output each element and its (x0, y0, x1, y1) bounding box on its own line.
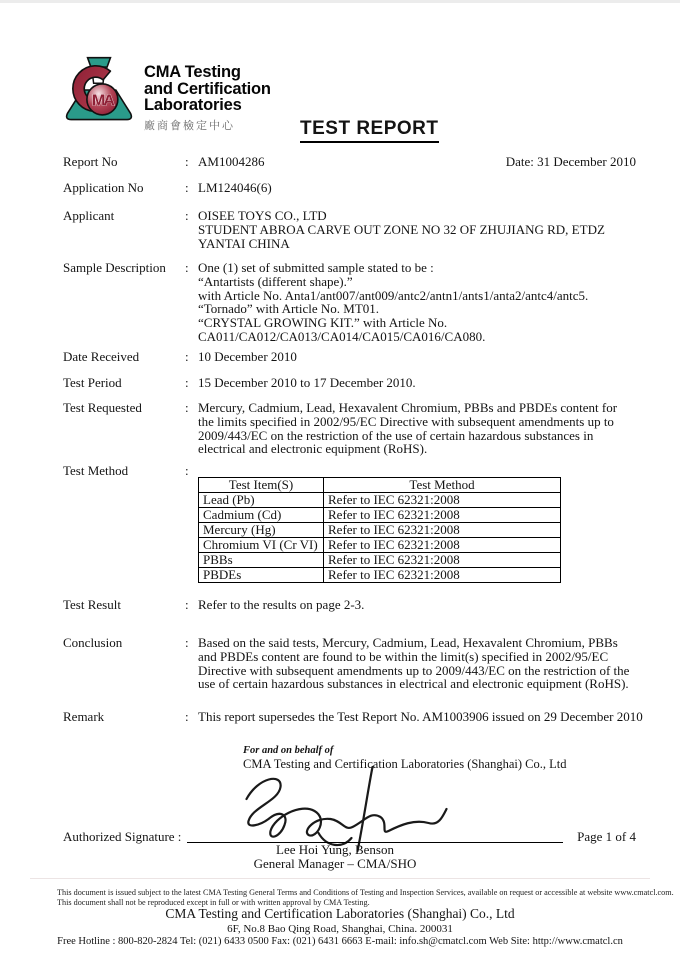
report-no-value: AM1004286 (198, 154, 265, 169)
test-item-cell: PBBs (199, 553, 324, 568)
test-requested-value: Mercury, Cadmium, Lead, Hexavalent Chromium, PBBs and PBDEs content for the limits specified in 2002/95/EC Directive with subsequent amendments up to 2009/443/EC on the restriction of the use of certain hazardous substances in electrical and electronic equipment (RoHS). (198, 400, 618, 457)
test-method-cell: Refer to IEC 62321:2008 (324, 523, 561, 538)
authorized-signature-label: Authorized Signature : (63, 828, 182, 844)
on-behalf-text: For and on behalf of (243, 745, 334, 756)
signer-name: Lee Hoi Yung, Benson (276, 842, 394, 857)
table-row (199, 553, 561, 568)
sample-line-2: “Antartists (different shape).” (198, 273, 353, 289)
table-row (199, 508, 561, 523)
colon: : (185, 400, 189, 415)
test-requested-row (63, 401, 636, 456)
colon: : (185, 260, 189, 275)
sample-line-4: “Tornado” with Article No. MT01. (198, 301, 380, 317)
logo-name-line3: Laboratories (144, 96, 242, 114)
test-item-cell: Lead (Pb) (199, 493, 324, 508)
applicant-address-line2: YANTAI CHINA (198, 235, 290, 251)
footer-disclaimer-2: This document shall not be reproduced except in full or with written approval by CMA Testing. (57, 898, 370, 907)
test-result-row (63, 598, 636, 612)
date-received-value: 10 December 2010 (198, 349, 297, 364)
table-row (199, 538, 561, 553)
test-method-table (198, 477, 561, 583)
applicant-value (198, 209, 636, 250)
remark-value: This report supersedes the Test Report No. AM1003906 issued on 29 December 2010 (198, 709, 643, 724)
test-period-row (63, 376, 636, 390)
footer-contact: Free Hotline : 800-820-2824 Tel: (021) 6433 0500 Fax: (021) 6431 6663 E-mail: info.sh@cmatcl.com Web Site: http://www.cmatcl.cn (57, 936, 623, 947)
colon: : (185, 463, 189, 478)
footer-disclaimer-1: This document is issued subject to the latest CMA Testing General Terms and Conditions of Testing and Inspection Services, available on request or accessible at website www.cmatcl.com. (57, 888, 674, 897)
sample-description-row (63, 261, 636, 344)
test-result-value: Refer to the results on page 2-3. (198, 597, 365, 612)
table-header-test-method: Test Method (324, 478, 561, 493)
remark-row (63, 709, 643, 724)
test-result-label: Test Result (63, 597, 121, 612)
sample-line-1: One (1) set of submitted sample stated to be : (198, 260, 434, 275)
cma-flask-microscope-icon (62, 48, 136, 132)
test-method-cell: Refer to IEC 62321:2008 (324, 508, 561, 523)
conclusion-label: Conclusion (63, 635, 123, 650)
table-row (199, 523, 561, 538)
test-method-row (63, 464, 636, 478)
logo-chinese-name: 廠商會檢定中心 (144, 119, 235, 132)
date-received-label: Date Received (63, 349, 140, 364)
colon: : (185, 180, 189, 195)
footer-divider (30, 878, 650, 879)
table-row (199, 568, 561, 583)
report-no-label: Report No (63, 154, 118, 169)
date-received-row (63, 350, 636, 364)
company-logo (62, 48, 271, 133)
applicant-label: Applicant (63, 208, 115, 223)
applicant-address-line1: STUDENT ABROA CARVE OUT ZONE NO 32 OF ZHUJIANG RD, ETDZ (198, 221, 605, 237)
test-method-label: Test Method (63, 463, 129, 478)
signature-line (187, 829, 563, 843)
table-header-row (199, 478, 561, 493)
logo-name-line2: and Certification (144, 79, 271, 98)
test-requested-label: Test Requested (63, 400, 142, 415)
report-no-row (63, 155, 636, 169)
logo-name-line1: CMA Testing (144, 63, 241, 81)
sample-description-label: Sample Description (63, 260, 166, 275)
sample-line-3: with Article No. Anta1/ant007/ant009/antc2/antn1/ants1/anta2/antc4/antc5. (198, 287, 589, 303)
sample-description-value (198, 261, 636, 344)
test-item-cell: PBDEs (199, 568, 324, 583)
application-no-label: Application No (63, 180, 144, 195)
applicant-row (63, 209, 636, 250)
footer-address: 6F, No.8 Bao Qing Road, Shanghai, China. 200031 (227, 923, 453, 935)
colon: : (185, 597, 189, 612)
page-number: Page 1 of 4 (577, 828, 636, 844)
scan-top-edge (0, 0, 680, 3)
test-method-cell: Refer to IEC 62321:2008 (324, 538, 561, 553)
colon: : (185, 375, 189, 390)
test-method-cell: Refer to IEC 62321:2008 (324, 568, 561, 583)
footer-company-name: CMA Testing and Certification Laboratories (Shanghai) Co., Ltd (165, 906, 515, 921)
test-item-cell: Mercury (Hg) (199, 523, 324, 538)
conclusion-value: Based on the said tests, Mercury, Cadmium, Lead, Hexavalent Chromium, PBBs and PBDEs content are found to be within the limit(s) specified in 2002/95/EC Directive with subsequent amendments up to 2009/443/EC on the restriction of the use of certain hazardous substances in electrical and electronic equipment (RoHS). (198, 635, 630, 692)
test-period-value: 15 December 2010 to 17 December 2010. (198, 375, 416, 390)
test-item-cell: Chromium VI (Cr VI) (199, 538, 324, 553)
logo-wordmark (144, 64, 271, 133)
remark-label: Remark (63, 709, 105, 724)
application-no-row (63, 181, 636, 195)
table-row (199, 493, 561, 508)
signer-title: General Manager – CMA/SHO (253, 856, 417, 872)
report-date: Date: 31 December 2010 (505, 154, 636, 169)
colon: : (185, 709, 189, 724)
sample-line-6: CA011/CA012/CA013/CA014/CA015/CA016/CA080. (198, 328, 486, 344)
signer-block (185, 843, 485, 872)
test-method-cell: Refer to IEC 62321:2008 (324, 553, 561, 568)
colon: : (185, 208, 189, 223)
colon: : (185, 154, 189, 169)
colon: : (185, 635, 189, 650)
table-header-test-item: Test Item(S) (199, 478, 324, 493)
signing-company: CMA Testing and Certification Laboratories (Shanghai) Co., Ltd (243, 757, 567, 771)
sample-line-5: “CRYSTAL GROWING KIT.” with Article No. (198, 315, 448, 331)
test-method-cell: Refer to IEC 62321:2008 (324, 493, 561, 508)
applicant-name: OISEE TOYS CO., LTD (198, 208, 327, 223)
logo-monogram: MA (91, 91, 113, 110)
application-no-value: LM124046(6) (198, 180, 272, 195)
test-item-cell: Cadmium (Cd) (199, 508, 324, 523)
conclusion-row (63, 636, 636, 691)
test-period-label: Test Period (63, 375, 122, 390)
colon: : (185, 349, 189, 364)
page-title: TEST REPORT (300, 118, 439, 143)
